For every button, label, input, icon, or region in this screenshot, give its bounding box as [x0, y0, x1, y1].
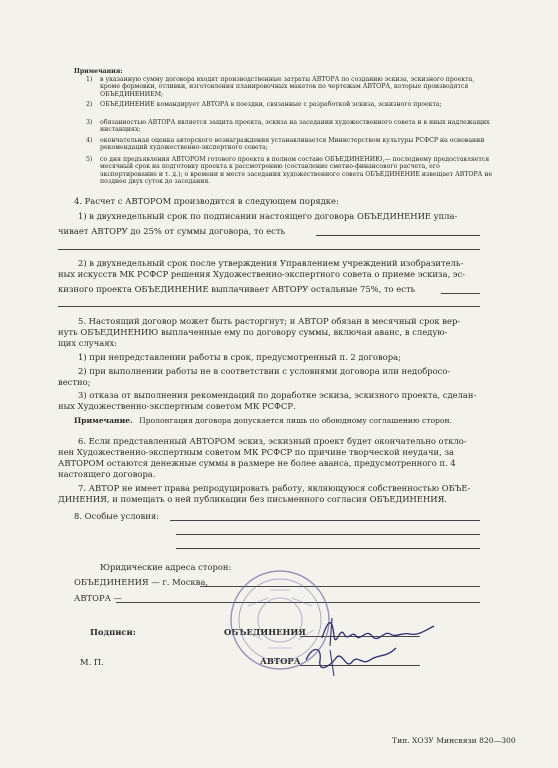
amount-blank-line: [316, 235, 480, 236]
section5-case2-line1: 2) при выполнении работы не в соответствии с условиями договора или недобросо-: [78, 366, 451, 376]
section4-item2-line2: ных искусств МК РСФСР решения Художественно-экспертного совета о приеме эскиза, эс-: [58, 269, 465, 279]
note-number: 5): [86, 156, 93, 163]
section4-item2-line3: кизного проекта ОБЪЕДИНЕНИЕ выплачивает АВТОРУ остальные 75%, то есть: [58, 284, 416, 294]
special-terms-line: [176, 548, 480, 549]
section7-line2: ДИНЕНИЯ, и помещать о ней публикации без письменного согласия ОБЪЕДИНЕНИЯ.: [58, 494, 447, 504]
section6-line4: настоящего договора.: [58, 469, 156, 479]
note-text: со дня предъявления АВТОРОМ готового проекта в полном составе ОБЪЕДИНЕНИЮ,— последнему предоставляется месячный срок на подготовку проекта к рассмотрению (составление сметно-финансового расчета, его экспертирование и т. д.); о времени и месте заседания художественного совета ОБЪЕДИНЕНИЕ извещает АВТОРА не позднее двух суток до заседания.: [100, 156, 493, 186]
note-text: Пролонгация договора допускается лишь по обоюдному соглашению сторон.: [139, 416, 452, 425]
seal-placeholder: М. П.: [80, 657, 104, 667]
note-number: 3): [86, 119, 93, 126]
address-author: АВТОРА —: [74, 593, 122, 603]
section4-item2-line1: 2) в двухнедельный срок после утверждения Управлением учреждений изобразитель-: [78, 258, 464, 268]
address-association: ОБЪЕДИНЕНИЯ — г. Москва,: [74, 577, 209, 587]
note-number: 4): [86, 137, 93, 144]
amount-blank-line: [58, 306, 480, 307]
section4-title: 4. Расчет с АВТОРОМ производится в следующем порядке:: [74, 196, 339, 206]
notes-heading: Примечания:: [74, 68, 123, 75]
special-terms-line: [170, 520, 480, 521]
section8-label: 8. Особые условия:: [74, 511, 159, 521]
section5-case3-line2: ных Художественно-экспертным советом МК РСФСР.: [58, 401, 296, 411]
note-text: обязанностью АВТОРА является защита проекта, эскиза на заседании художественного совета и в иных надлежащих инстанциях;: [100, 119, 490, 134]
section4-item1-line2: чивает АВТОРУ до 25% от суммы договора, то есть: [58, 226, 286, 236]
note-text: окончательная оценка авторского вознаграждения устанавливается Министерством культуры РСФСР на основании рекомендаций художественно-экспертного совета;: [100, 137, 485, 152]
section6-line1: 6. Если представленный АВТОРОМ эскиз, эскизный проект будет окончательно откло-: [78, 436, 467, 446]
signatures-label: Подписи:: [90, 627, 136, 637]
section6-line3: АВТОРОМ остаются денежные суммы в размере не более аванса, предусмотренного п. 4: [58, 458, 456, 468]
note-item: [86, 156, 496, 186]
signature-author-label: АВТОРА: [260, 656, 301, 666]
section4-item1-line1: 1) в двухнедельный срок по подписании настоящего договора ОБЪЕДИНЕНИЕ упла-: [78, 211, 458, 221]
amount-blank-line: [441, 293, 480, 294]
amount-blank-line: [58, 249, 480, 250]
note-text: ОБЪЕДИНЕНИЕ командирует АВТОРА в поездки, связанные с разработкой эскиза, эскизного проекта;: [100, 101, 442, 108]
note-item: [86, 137, 496, 152]
note-number: 1): [86, 76, 93, 83]
section5-case1: 1) при непредставлении работы в срок, предусмотренный п. 2 договора;: [78, 352, 401, 362]
printer-imprint: Тип. ХОЗУ Минсвязи 820—300: [392, 736, 516, 745]
section7-line1: 7. АВТОР не имеет права репродуцировать работу, являющуюся собственностью ОБЪЕ-: [78, 483, 471, 493]
author-signature: [300, 640, 400, 680]
section5-intro-line1: 5. Настоящий договор может быть расторгнут; и АВТОР обязан в месячный срок вер-: [78, 316, 461, 326]
note-number: 2): [86, 101, 93, 108]
section5-case3-line1: 3) отказа от выполнения рекомендаций по доработке эскиза, эскизного проекта, сделан-: [78, 390, 477, 400]
addresses-heading: Юридические адреса сторон:: [100, 562, 232, 572]
note-label: Примечание.: [74, 416, 133, 425]
section5-intro-line2: нуть ОБЪЕДИНЕНИЮ выплаченные ему по договору суммы, включая аванс, в следую-: [58, 327, 448, 337]
note-item: [86, 76, 496, 98]
section5-intro-line3: щих случаях:: [58, 338, 118, 348]
section5-note: [74, 417, 452, 425]
section5-case2-line2: вестно;: [58, 377, 91, 387]
note-item: [86, 119, 496, 134]
note-item: [86, 101, 496, 108]
signature-association-label: ОБЪЕДИНЕНИЯ: [224, 627, 306, 637]
note-text: в указанную сумму договора входят производственные затраты АВТОРА по созданию эскиза, эскизного проекта, кроме формовки, отливки, изготовления планировочных макетов по чертежам АВТОРА, которые производятся ОБЪЕДИНЕНИЕМ;: [100, 76, 475, 98]
section6-line2: нен Художественно-экспертным советом МК РСФСР по причине творческой неудачи, за: [58, 447, 455, 457]
special-terms-line: [176, 534, 480, 535]
